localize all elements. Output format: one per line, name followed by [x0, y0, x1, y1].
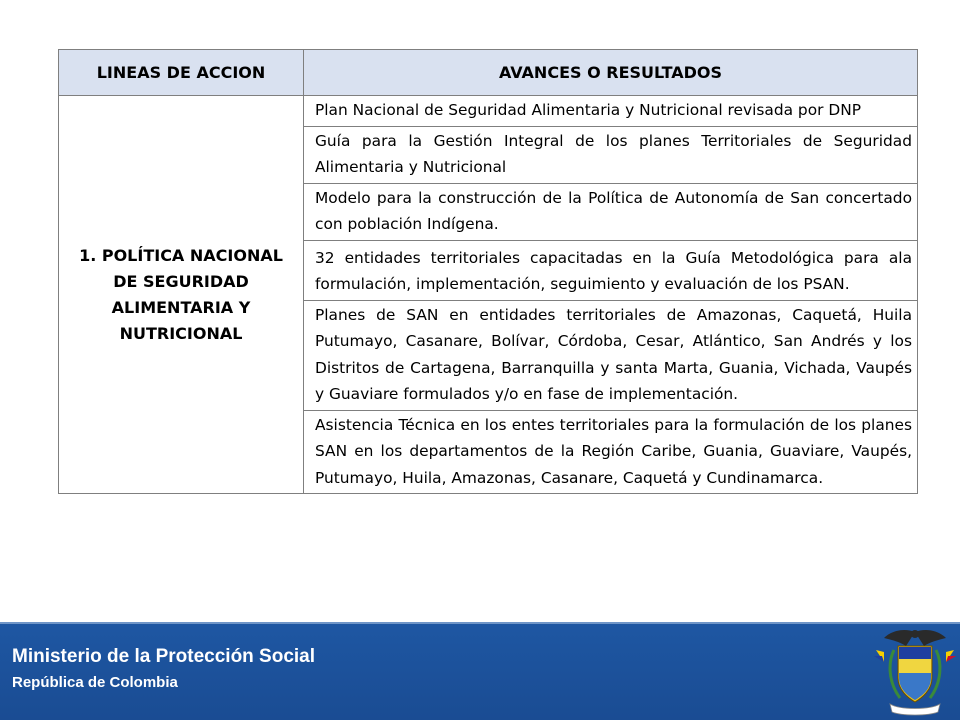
header-avances-resultados: AVANCES O RESULTADOS	[304, 50, 918, 96]
result-item-4: 32 entidades territoriales capacitadas en la Guía Metodológica para ala formulación, implementación, seguimiento y evaluación de los PSAN.	[304, 240, 918, 300]
header-lineas-de-accion: LINEAS DE ACCION	[59, 50, 304, 96]
result-item-6: Asistencia Técnica en los entes territoriales para la formulación de los planes SAN en los departamentos de la Región Caribe, Guania, Guaviare, Vaupés, Putumayo, Huila, Amazonas, Casanare, Caquetá y Cundinamarca.	[304, 410, 918, 494]
result-item-1: Plan Nacional de Seguridad Alimentaria y Nutricional revisada por DNP	[304, 96, 918, 127]
line-of-action-label: 1. POLÍTICA NACIONAL DE SEGURIDAD ALIMENTARIA Y NUTRICIONAL	[59, 96, 304, 494]
colombia-coat-of-arms-icon	[870, 622, 960, 720]
republic-name: República de Colombia	[12, 674, 178, 691]
table-header-row	[59, 50, 918, 96]
ministry-name: Ministerio de la Protección Social	[12, 646, 316, 667]
actions-table	[58, 49, 918, 494]
footer-divider	[0, 622, 960, 624]
table-row	[59, 96, 918, 127]
result-item-3: Modelo para la construcción de la Política de Autonomía de San concertado con población Indígena.	[304, 183, 918, 240]
footer-band	[0, 622, 960, 720]
result-item-5: Planes de SAN en entidades territoriales de Amazonas, Caquetá, Huila Putumayo, Casanare, Bolívar, Córdoba, Cesar, Atlántico, San Andrés y los Distritos de Cartagena, Barranquilla y santa Marta, Guania, Vichada, Vaupés y Guaviare formulados y/o en fase de implementación.	[304, 300, 918, 410]
result-item-2: Guía para la Gestión Integral de los planes Territoriales de Seguridad Alimentaria y Nutricional	[304, 126, 918, 183]
actions-table-container	[58, 49, 918, 494]
